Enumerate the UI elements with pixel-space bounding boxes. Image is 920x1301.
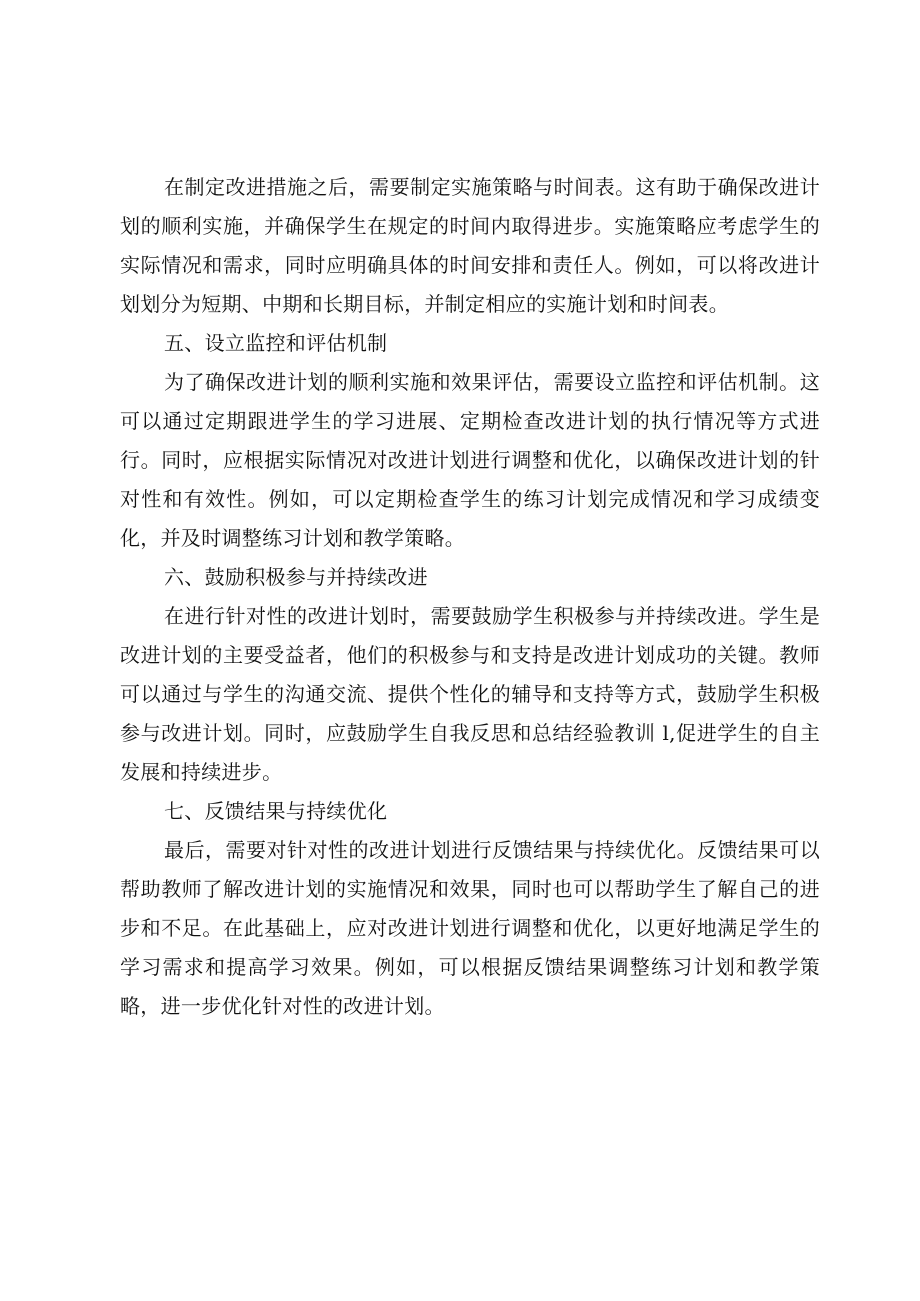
paragraph-feedback: 最后，需要对针对性的改进计划进行反馈结果与持续优化。反馈结果可以帮助教师了解改进计划的实施情况和效果，同时也可以帮助学生了解自己的进步和不足。在此基础上，应对改进计划进行调整和优化，以更好地满足学生的学习需求和提高学习效果。例如，可以根据反馈结果调整练习计划和教学策略，进一步优化针对性的改进计划。	[120, 838, 820, 1018]
section-heading-participation: 六、鼓励积极参与并持续改进	[164, 565, 428, 589]
paragraph-monitoring: 为了确保改进计划的顺利实施和效果评估，需要设立监控和评估机制。这可以通过定期跟进学生的学习进展、定期检查改进计划的执行情况等方式进行。同时，应根据实际情况对改进计划进行调整和优化，以确保改进计划的针对性和有效性。例如，可以定期检查学生的练习计划完成情况和学习成绩变化，并及时调整练习计划和教学策略。	[120, 370, 820, 550]
paragraph-participation: 在进行针对性的改进计划时，需要鼓励学生积极参与并持续改进。学生是改进计划的主要受益者，他们的积极参与和支持是改进计划成功的关键。教师可以通过与学生的沟通交流、提供个性化的辅导和支持等方式，鼓励学生积极参与改进计划。同时，应鼓励学生自我反思和总结经验教训 l,促进学生的自主发展和持续进步。	[120, 604, 820, 784]
section-heading-monitoring: 五、设立监控和评估机制	[164, 331, 388, 355]
document-body	[120, 168, 820, 1026]
paragraph-implementation-strategy: 在制定改进措施之后，需要制定实施策略与时间表。这有助于确保改进计划的顺利实施，并确保学生在规定的时间内取得进步。实施策略应考虑学生的实际情况和需求，同时应明确具体的时间安排和责任人。例如，可以将改进计划划分为短期、中期和长期目标，并制定相应的实施计划和时间表。	[120, 175, 820, 316]
section-heading-feedback: 七、反馈结果与持续优化	[164, 799, 388, 823]
